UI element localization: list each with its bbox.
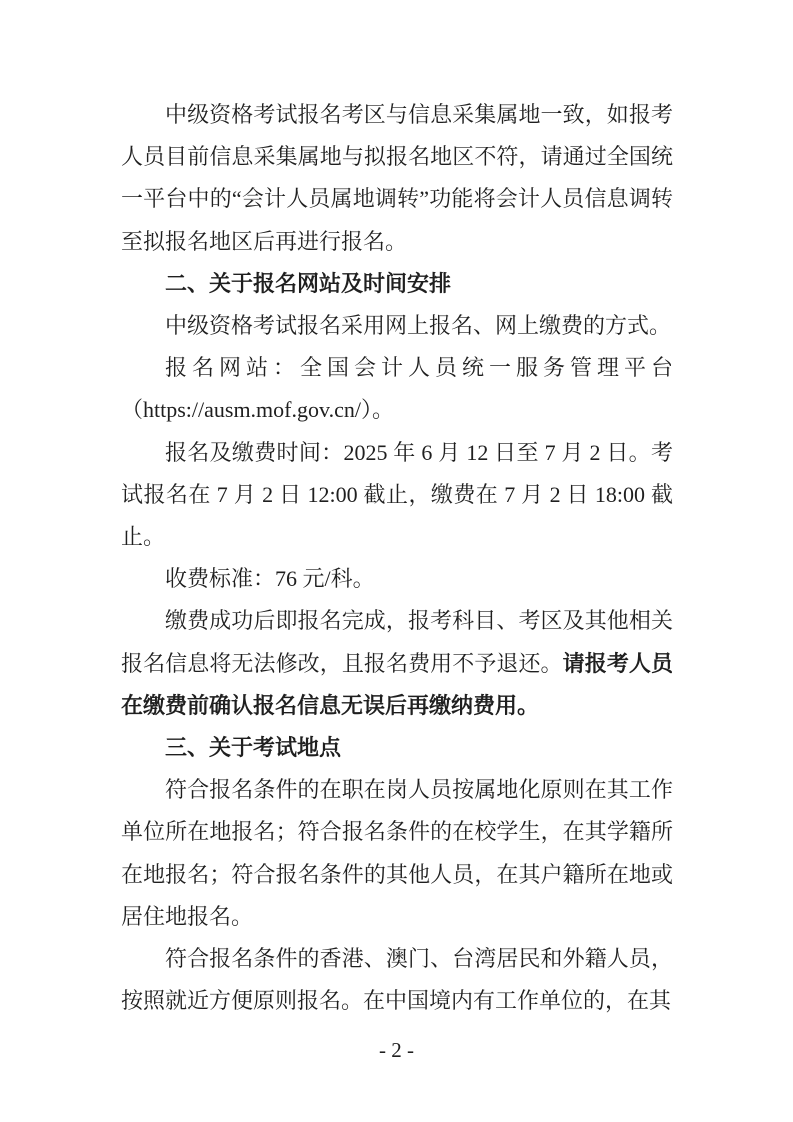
page-number: - 2 - <box>379 1038 414 1062</box>
paragraph-exam-location-rules: 符合报名条件的在职在岗人员按属地化原则在其工作单位所在地报名；符合报名条件的在校学生，在其学籍所在地报名；符合报名条件的其他人员，在其户籍所在地或居住地报名。 <box>121 777 673 929</box>
paragraph-region-transfer: 中级资格考试报名考区与信息采集属地一致，如报考人员目前信息采集属地与拟报名地区不符，请通过全国统一平台中的“会计人员属地调转”功能将会计人员信息调转至拟报名地区后再进行报名。 <box>121 102 673 254</box>
paragraph-registration-website <box>121 347 673 431</box>
heading-section-3-exam-location: 三、关于考试地点 <box>165 735 342 761</box>
payment-completion-text: 缴费成功后即报名完成，报考科目、考区及其他相关报名信息将无法修改，且报名费用不予退还。 <box>121 608 673 676</box>
document-body <box>121 94 673 1022</box>
paragraph-fee-standard: 收费标准：76 元/科。 <box>165 566 375 592</box>
paragraph-registration-method: 中级资格考试报名采用网上报名、网上缴费的方式。 <box>165 313 672 339</box>
paragraph-registration-time: 报名及缴费时间：2025 年 6 月 12 日至 7 月 2 日。考试报名在 7 月 2 日 12:00 截止，缴费在 7 月 2 日 18:00 截止。 <box>121 439 673 550</box>
paragraph-hk-macao-taiwan-foreign: 符合报名条件的香港、澳门、台湾居民和外籍人员，按照就近方便原则报名。在中国境内有工作单位的，在其 <box>121 946 673 1014</box>
payment-confirmation-warning-bold: 请报考人员在缴费前确认报名信息无误后再缴纳费用。 <box>121 650 673 718</box>
heading-section-2-website-and-schedule: 二、关于报名网站及时间安排 <box>165 270 452 296</box>
registration-website-label: 报名网站：全国会计人员统一服务管理平台 <box>165 355 673 381</box>
registration-website-url: （https://ausm.mof.gov.cn/）。 <box>121 397 394 423</box>
paragraph-payment-completion <box>121 600 673 727</box>
